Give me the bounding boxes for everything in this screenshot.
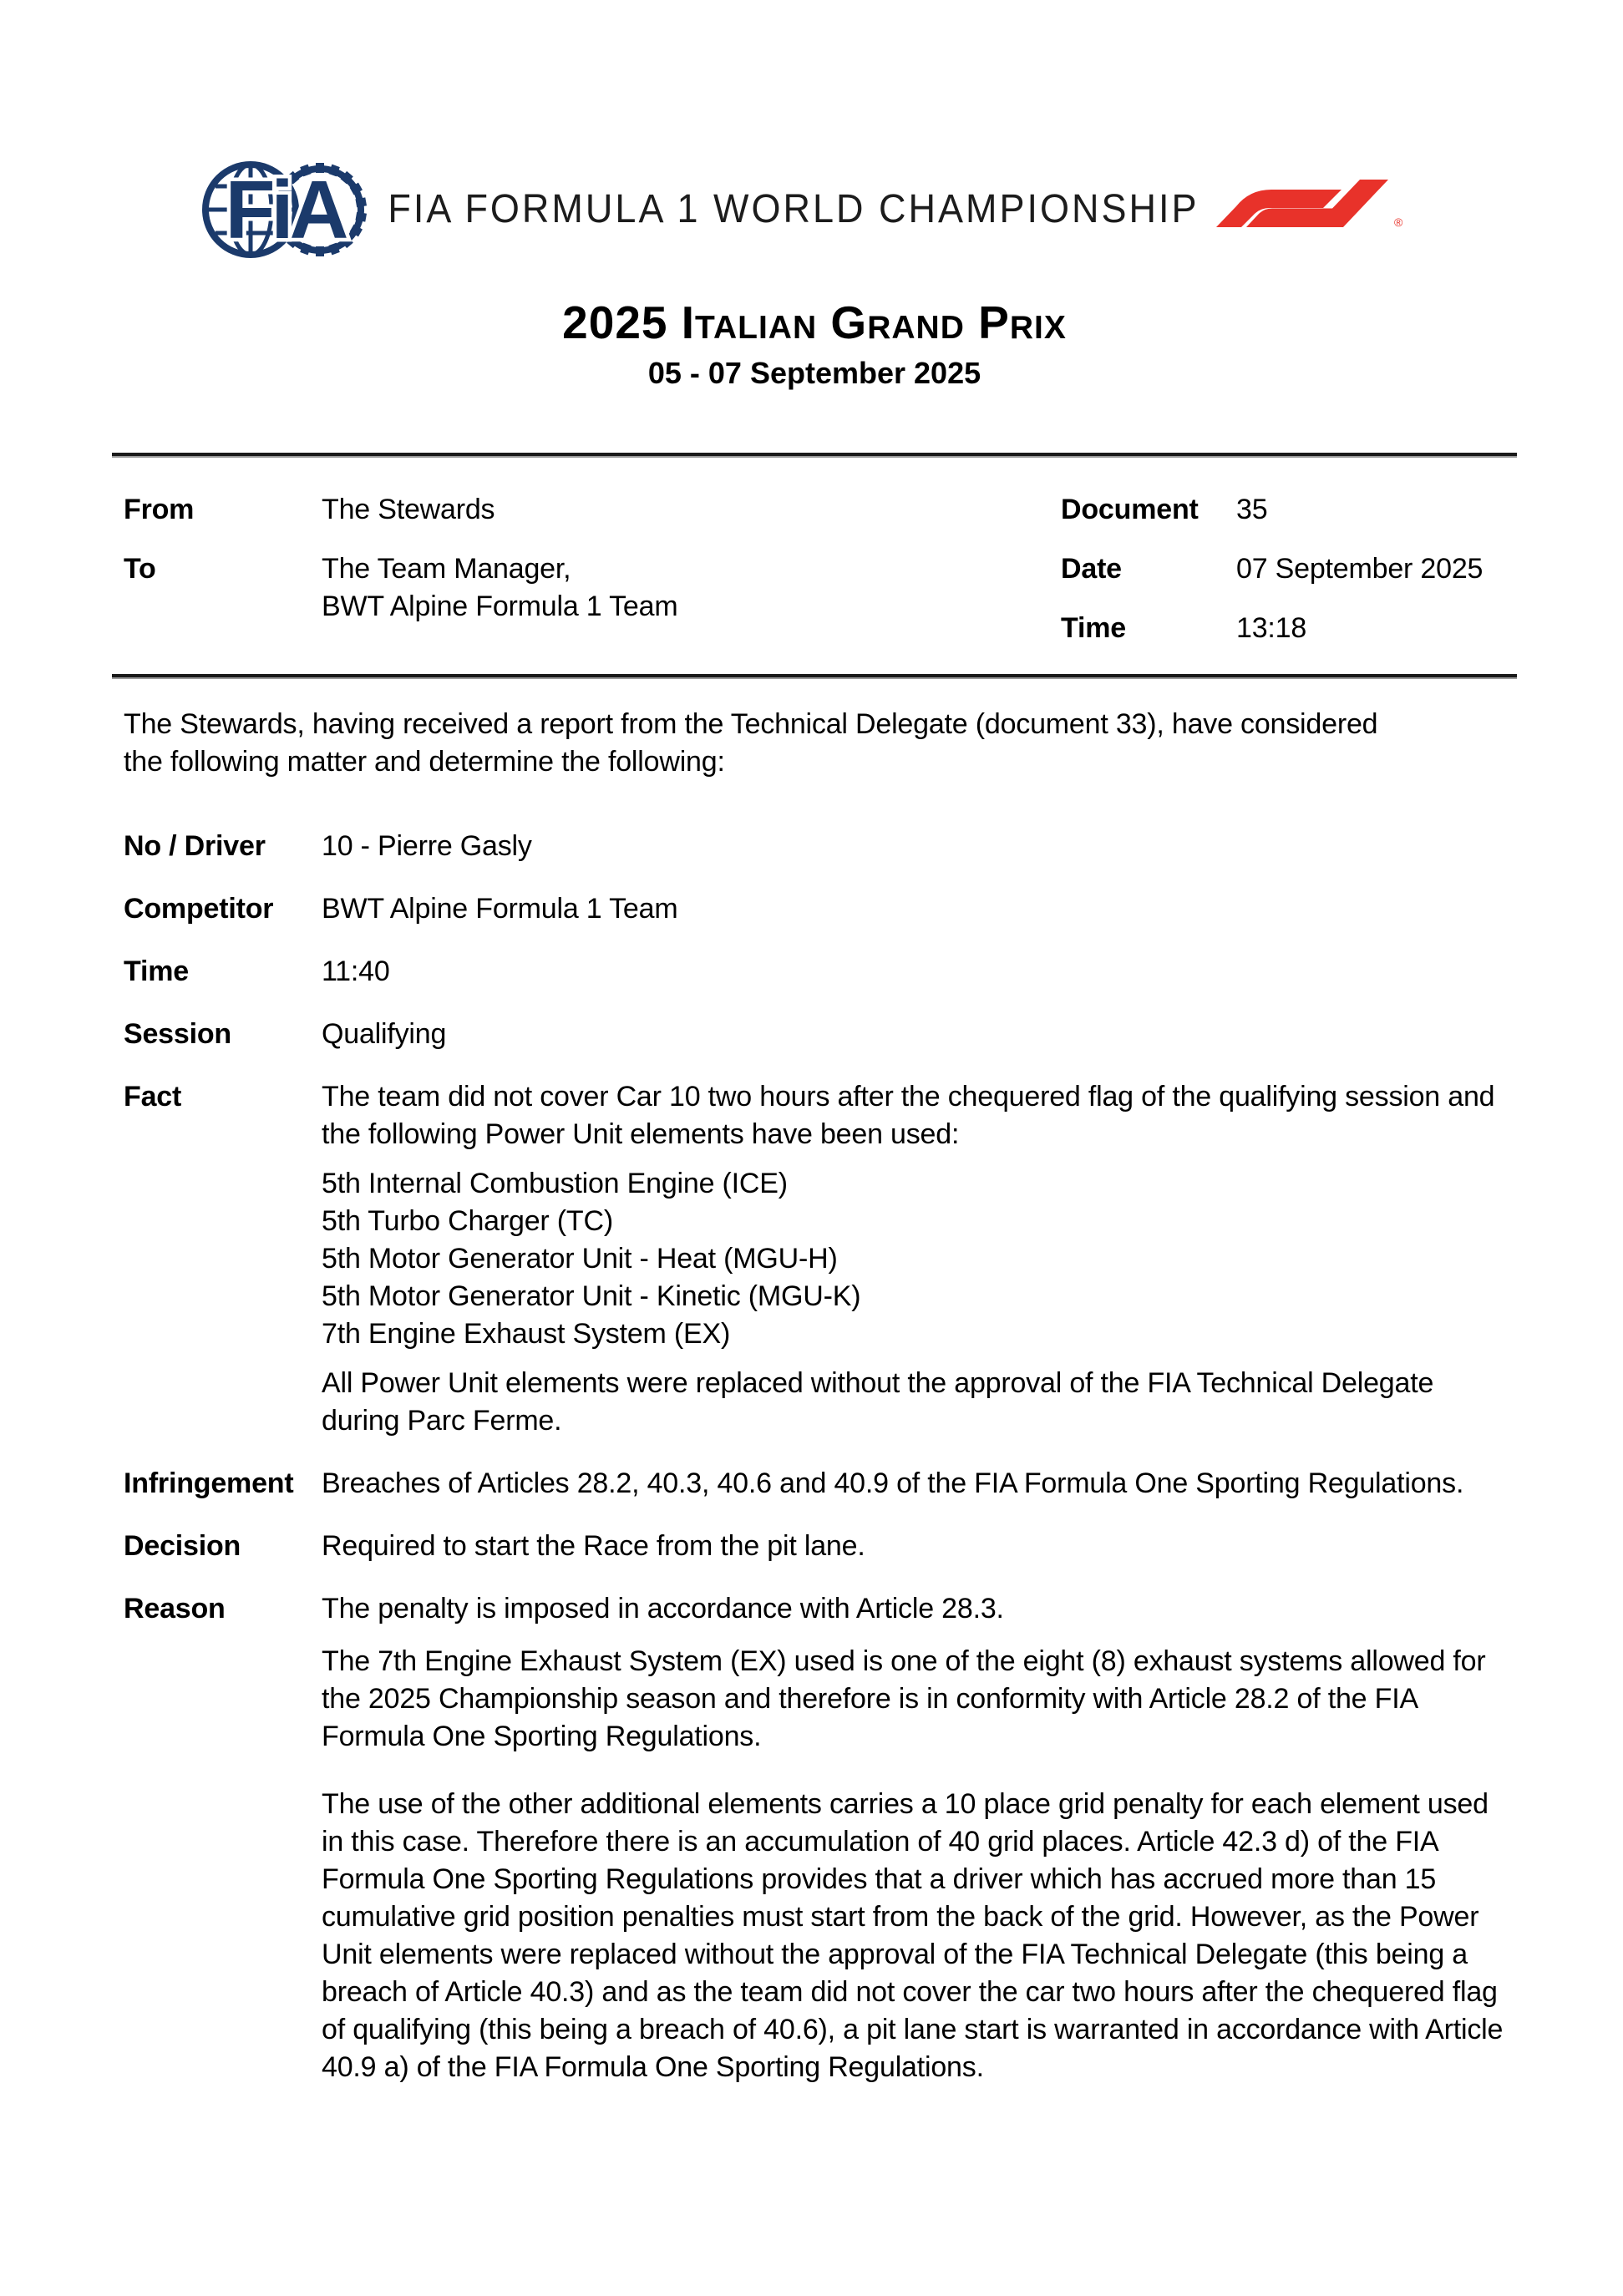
time-label: Time	[1061, 612, 1126, 644]
fact-note: All Power Unit elements were replaced without the approval of the FIA Technical Delegate during Parc Ferme.	[322, 1367, 1434, 1437]
no-driver-value: 10 - Pierre Gasly	[322, 830, 532, 862]
no-driver-label: No / Driver	[124, 830, 266, 862]
fact-label: Fact	[124, 1081, 182, 1113]
infringement-value: Breaches of Articles 28.2, 40.3, 40.6 and 40.9 of the FIA Formula One Sporting Regulations.	[322, 1467, 1464, 1499]
fact-intro: The team did not cover Car 10 two hours after the chequered flag of the qualifying session and the following Power Unit elements have been used:	[322, 1081, 1495, 1150]
fact-element-item: 5th Motor Generator Unit - Kinetic (MGU-K)	[322, 1280, 861, 1312]
fact-element-item: 5th Turbo Charger (TC)	[322, 1205, 613, 1237]
document-row	[1061, 491, 1517, 529]
to-value-line2: BWT Alpine Formula 1 Team	[322, 590, 678, 622]
meta-left-column	[124, 491, 1061, 647]
reason-label: Reason	[124, 1593, 226, 1624]
intro-paragraph: The Stewards, having received a report from the Technical Delegate (document 33), have considered the following matter and determine the following:	[124, 708, 1378, 778]
fia-logo-text: FiA	[225, 164, 345, 256]
document-value: 35	[1236, 494, 1268, 525]
infringement-row	[124, 1465, 1517, 1503]
time-of-incident-value: 11:40	[322, 955, 390, 987]
time-of-incident-label: Time	[124, 955, 189, 987]
decision-value: Required to start the Race from the pit lane.	[322, 1530, 865, 1562]
to-value-line1: The Team Manager,	[322, 553, 571, 585]
decision-details	[124, 828, 1517, 2086]
date-value: 07 September 2025	[1236, 553, 1484, 585]
session-label: Session	[124, 1018, 231, 1050]
correspondence-block	[124, 491, 1517, 647]
to-row	[124, 550, 1061, 626]
decision-row	[124, 1528, 1517, 1565]
document-label: Document	[1061, 494, 1199, 525]
competitor-row	[124, 890, 1517, 928]
date-row	[1061, 550, 1517, 588]
meta-right-column	[1061, 491, 1517, 647]
from-row	[124, 491, 1061, 529]
top-rule	[112, 453, 1517, 456]
to-label: To	[124, 553, 156, 585]
masthead	[112, 142, 1517, 276]
time-row	[1061, 610, 1517, 647]
fact-elements-list	[322, 1165, 1517, 1353]
fact-value	[322, 1078, 1517, 1440]
no-driver-row	[124, 828, 1517, 865]
time-of-incident-row	[124, 953, 1517, 991]
competitor-value: BWT Alpine Formula 1 Team	[322, 893, 678, 925]
decision-label: Decision	[124, 1530, 241, 1562]
to-value	[322, 550, 677, 626]
session-row	[124, 1016, 1517, 1053]
date-label: Date	[1061, 553, 1122, 585]
reason-row	[124, 1590, 1517, 2086]
championship-title: FIA FORMULA 1 WORLD CHAMPIONSHIP	[388, 185, 1199, 231]
reason-paragraph: The use of the other additional elements carries a 10 place grid penalty for each element used in this case. Therefore there is an accumulation of 40 grid places. Article 42.3 d) of the FIA Formula One Sporting Regulations provides that a driver which has accrued more than 15 cumulative grid position penalties must start from the back of the grid. However, as the Power Unit elements were replaced without the approval of the FIA Technical Delegate (this being a breach of Article 40.3) and as the team did not cover the car two hours after the chequered flag of qualifying (this being a breach of 40.6), a pit lane start is warranted in accordance with Article 40.9 a) of the FIA Formula One Sporting Regulations.	[322, 1788, 1504, 2083]
reason-paragraph: The penalty is imposed in accordance with Article 28.3.	[322, 1593, 1004, 1624]
competitor-label: Competitor	[124, 893, 274, 925]
fact-row	[124, 1078, 1517, 1440]
from-value: The Stewards	[322, 494, 495, 525]
session-value: Qualifying	[322, 1018, 447, 1050]
reason-value	[322, 1590, 1517, 2086]
from-label: From	[124, 494, 195, 525]
f1-logo	[1216, 180, 1415, 238]
fact-element-item: 7th Engine Exhaust System (EX)	[322, 1318, 731, 1350]
event-title: 2025 Italian Grand Prix	[562, 297, 1067, 348]
time-value: 13:18	[1236, 612, 1307, 644]
event-dates: 05 - 07 September 2025	[647, 356, 981, 390]
bottom-rule	[112, 674, 1517, 677]
fact-element-item: 5th Motor Generator Unit - Heat (MGU-H)	[322, 1243, 838, 1275]
fia-logo	[202, 144, 371, 274]
fact-element-item: 5th Internal Combustion Engine (ICE)	[322, 1168, 788, 1199]
reason-paragraph: The 7th Engine Exhaust System (EX) used is one of the eight (8) exhaust systems allowed for the 2025 Championship season and therefore is in conformity with Article 28.2 of the FIA Formula One Sporting Regulations.	[322, 1645, 1486, 1752]
registered-mark: ®	[1394, 215, 1403, 229]
infringement-label: Infringement	[124, 1467, 294, 1499]
